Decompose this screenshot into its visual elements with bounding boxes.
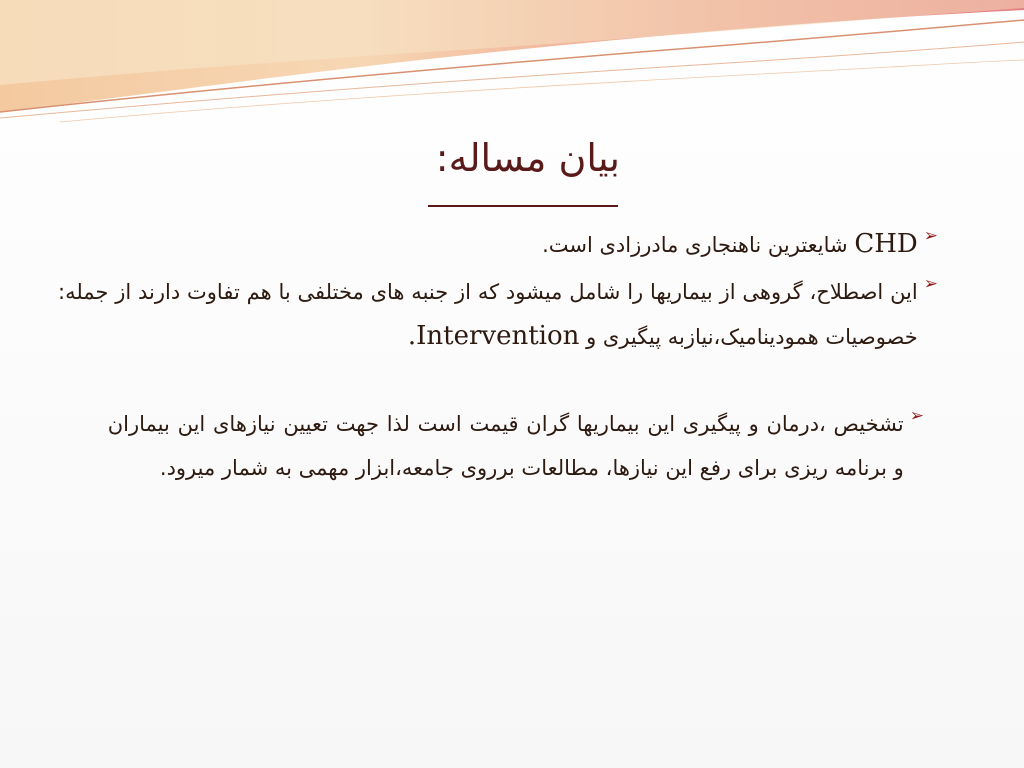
- bullet-text-1: [58, 222, 918, 267]
- bullet-body-2: این اصطلاح، گروهی از بیماریها را شامل میشود که از جنبه های مختلفی با هم تفاوت دارند از جمله: خصوصیات همودینامیک،نیازبه پیگیری و: [58, 280, 918, 349]
- bullet-item-3: [104, 402, 924, 490]
- bullet-text-3: تشخیص ،درمان و پیگیری این بیماریها گران قیمت است لذا جهت تعیین نیازهای این بیماران و برنامه ریزی برای رفع این نیازها، مطالعات برروی جامعه،ابزار مهمی به شمار میرود.: [107, 412, 904, 480]
- bullet-latin-1: CHD: [854, 229, 918, 259]
- bullet-tail-2: .: [407, 321, 417, 351]
- bullet-item-2: [58, 270, 938, 359]
- arrow-bullet-icon: ➢: [923, 274, 938, 294]
- bullet-item-1: [58, 222, 938, 267]
- header-wave-decoration: [0, 0, 1024, 130]
- arrow-bullet-icon: ➢: [909, 406, 924, 426]
- slide-title: بیان مساله:: [435, 136, 620, 180]
- arrow-bullet-icon: ➢: [923, 226, 938, 246]
- bullet-latin-2: Intervention: [416, 321, 580, 351]
- title-underline: [428, 205, 618, 207]
- bullet-body-1: شایعترین ناهنجاری مادرزادی است.: [542, 233, 848, 257]
- bullet-text-2: [58, 270, 918, 359]
